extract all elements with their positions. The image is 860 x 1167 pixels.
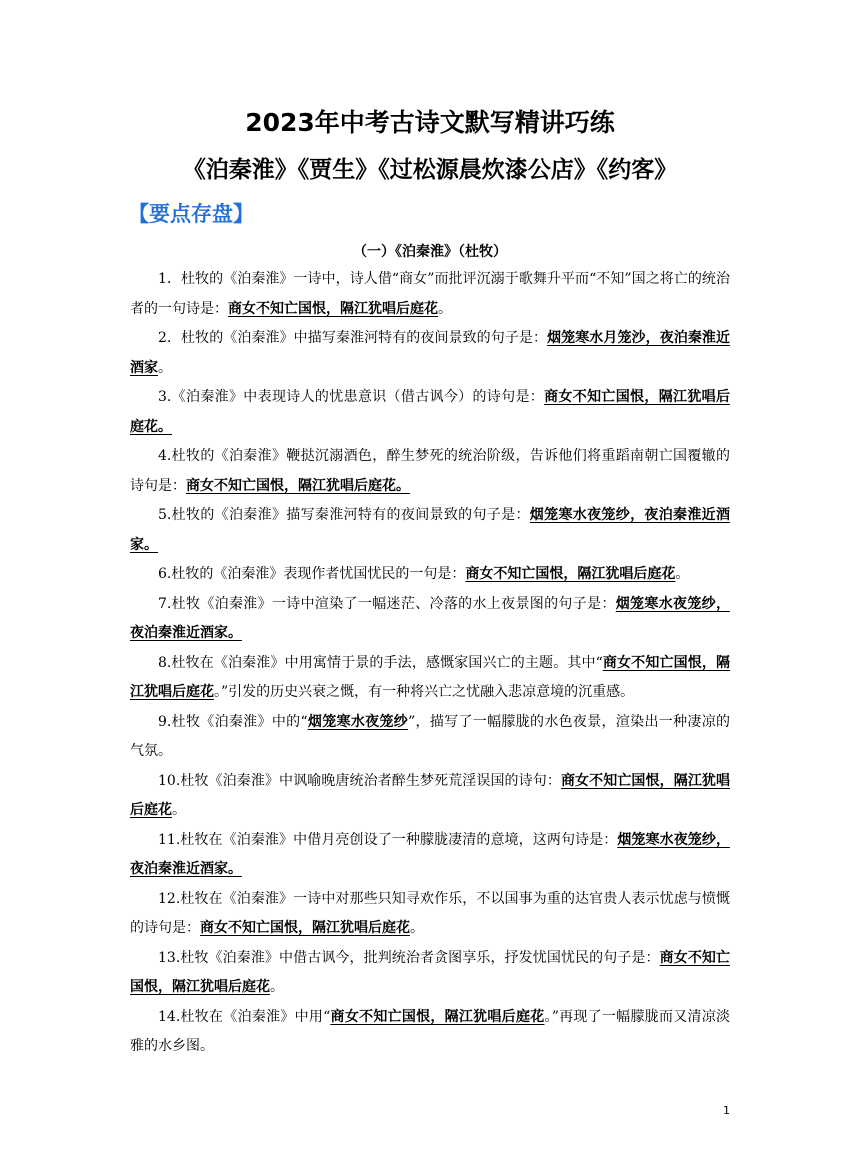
question-item [130,1003,730,1062]
answer-text: 商女不知亡国恨，隔江犹唱后庭花 [228,300,438,317]
answer-text: 烟笼寒水夜笼纱，夜泊秦淮近酒家。 [130,831,730,877]
question-text: 2．杜牧的《泊秦淮》中描写秦淮河特有的夜间景致的句子是： [158,330,548,346]
question-suffix: 。 [158,359,172,376]
question-item [130,383,730,442]
question-suffix: 。 [410,920,424,936]
question-item [130,324,730,383]
question-text: 1．杜牧的《泊秦淮》一诗中，诗人借“商女”而批评沉溺于歌舞升平而“不知”国之将亡的统治者的一句诗是： [130,271,730,317]
question-text: 5.杜牧的《泊秦淮》描写秦淮河特有的夜间景致的句子是： [158,507,530,523]
question-suffix: 。 [438,300,452,317]
answer-text: 商女不知亡国恨，隔江犹唱后庭花。 [130,389,730,435]
document-subtitle: 《泊秦淮》《贾生》《过松源晨炊漆公店》《约客》 [182,156,678,183]
answer-text: 商女不知亡国恨，隔江犹唱后庭花 [130,772,731,818]
answer-text: 烟笼寒水夜笼纱 [307,713,409,730]
question-item [130,649,730,708]
question-text: 3.《泊秦淮》中表现诗人的忧患意识（借古讽今）的诗句是： [158,389,545,405]
question-item [130,767,730,826]
question-suffix: 。”再现了一幅朦胧而又清凉淡雅的水乡图。 [130,1008,731,1054]
question-item [130,442,730,501]
document-title: 2023年中考古诗文默写精讲巧练 [245,108,615,137]
part-heading: （一）《泊秦淮》（杜牧） [353,244,507,260]
question-text: 4.杜牧的《泊秦淮》鞭挞沉溺酒色，醉生梦死的统治阶级，告诉他们将重蹈南朝亡国覆辙的诗句是： [130,448,730,494]
question-item [130,885,730,944]
answer-text: 烟笼寒水夜笼纱，夜泊秦淮近酒家。 [130,595,731,641]
answer-text: 商女不知亡国恨，隔江犹唱后庭花 [330,1008,545,1025]
question-text: 9.杜牧《泊秦淮》中的“ [158,713,308,730]
question-text: 14.杜牧在《泊秦淮》中用“ [158,1008,331,1025]
answer-text: 烟笼寒水月笼沙，夜泊秦淮近酒家 [130,330,731,376]
question-suffix: 。”引发的历史兴衰之慨，有一种将兴亡之忧融入悲凉意境的沉重感。 [214,684,635,700]
answer-text: 烟笼寒水夜笼纱，夜泊秦淮近酒家。 [130,507,731,553]
question-item [130,560,730,590]
question-item [130,826,730,885]
answer-text: 商女不知亡国恨，隔江犹唱后庭花 [200,920,410,936]
question-text: 11.杜牧在《泊秦淮》中借月亮创设了一种朦胧凄清的意境，这两句诗是： [158,831,618,848]
question-suffix: ”，描写了一幅朦胧的水色夜景，渲染出一种凄凉的气氛。 [130,713,731,759]
question-list [130,265,730,1062]
question-text: 13.杜牧《泊秦淮》中借古讽今，批判统治者贪图享乐，抒发忧国忧民的句子是： [158,949,660,966]
question-item [130,708,730,767]
answer-text: 商女不知亡国恨，隔江犹唱后庭花。 [186,477,410,494]
question-item [130,501,730,560]
answer-text: 商女不知亡国恨，隔江犹唱后庭花 [465,566,676,582]
question-text: 7.杜牧《泊秦淮》一诗中渲染了一幅迷茫、冷落的水上夜景图的句子是： [158,595,616,612]
question-suffix: 。 [270,979,284,995]
question-text: 6.杜牧的《泊秦淮》表现作者忧国忧民的一句是： [158,566,466,582]
question-item [130,944,730,1003]
section-heading: 【要点存盘】 [128,202,254,226]
question-text: 12.杜牧在《泊秦淮》一诗中对那些只知寻欢作乐，不以国事为重的达官贵人表示忧虑与愤慨的诗句是： [130,890,730,936]
question-text: 10.杜牧《泊秦淮》中讽喻晚唐统治者醉生梦死荒淫误国的诗句： [158,772,561,789]
question-text: 8.杜牧在《泊秦淮》中用寓情于景的手法，感慨家国兴亡的主题。其中“ [158,654,603,671]
question-item [130,590,730,649]
page-number: 1 [723,1104,730,1117]
question-item [130,265,730,324]
answer-text: 商女不知亡国恨，隔江犹唱后庭花 [130,949,731,995]
question-suffix: 。 [675,566,690,582]
question-suffix: 。 [172,802,186,818]
answer-text: 商女不知亡国恨，隔江犹唱后庭花 [130,654,730,700]
